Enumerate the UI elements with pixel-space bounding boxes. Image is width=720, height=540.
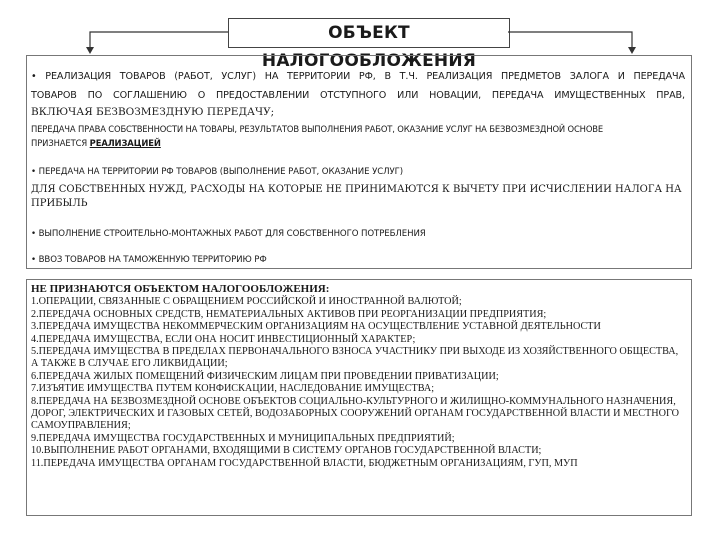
object-item-1-line2: ТОВАРОВ ПО СОГЛАШЕНИЮ О ПРЕДОСТАВЛЕНИИ ОТСТУПНОГО ИЛИ НОВАЦИИ, ПЕРЕДАЧА ИМУЩЕСТВЕННЫХ ПРАВ, — [31, 90, 685, 101]
list-item: 5.ПЕРЕДАЧА ИМУЩЕСТВА В ПРЕДЕЛАХ ПЕРВОНАЧАЛЬНОГО ВЗНОСА УЧАСТНИКУ ПРИ ВЫХОДЕ ИЗ ХОЗЯЙСТВЕННОГО ОБЩЕСТВА, А ТАКЖЕ В СЛУЧАЕ ЕГО ЛИКВИДАЦИИ; — [31, 346, 679, 370]
list-item: 4.ПЕРЕДАЧА ИМУЩЕСТВА, ЕСЛИ ОНА НОСИТ ИНВЕСТИЦИОННЫЙ ХАРАКТЕР; — [31, 333, 416, 345]
list-item: 6.ПЕРЕДАЧА ЖИЛЫХ ПОМЕЩЕНИЙ ФИЗИЧЕСКИМ ЛИЦАМ ПРИ ПРОВЕДЕНИИ ПРИВАТИЗАЦИИ; — [31, 370, 499, 382]
taxable-objects-box — [26, 55, 692, 269]
object-item-1-line1: • РЕАЛИЗАЦИЯ ТОВАРОВ (РАБОТ, УСЛУГ) НА ТЕРРИТОРИИ РФ, В Т.Ч. РЕАЛИЗАЦИЯ ПРЕДМЕТОВ ЗАЛОГА И ПЕРЕДАЧА — [31, 71, 685, 82]
left-arrow-icon — [86, 47, 94, 54]
list-item: 2.ПЕРЕДАЧА ОСНОВНЫХ СРЕДСТВ, НЕМАТЕРИАЛЬНЫХ АКТИВОВ ПРИ РЕОРГАНИЗАЦИИ ПРЕДПРИЯТИЯ; — [31, 308, 547, 320]
page-title: ОБЪЕКТ НАЛОГООБЛОЖЕНИЯ — [228, 18, 510, 48]
object-item-3: • ВЫПОЛНЕНИЕ СТРОИТЕЛЬНО-МОНТАЖНЫХ РАБОТ ДЛЯ СОБСТВЕННОГО ПОТРЕБЛЕНИЯ — [31, 229, 426, 239]
object-item-2-line1: • ПЕРЕДАЧА НА ТЕРРИТОРИИ РФ ТОВАРОВ (ВЫПОЛНЕНИЕ РАБОТ, ОКАЗАНИЕ УСЛУГ) — [31, 167, 404, 177]
list-item: 3.ПЕРЕДАЧА ИМУЩЕСТВА НЕКОММЕРЧЕСКИМ ОРГАНИЗАЦИЯМ НА ОСУЩЕСТВЛЕНИЕ УСТАВНОЙ ДЕЯТЕЛЬНОСТИ — [31, 321, 601, 333]
right-connector-line — [508, 32, 632, 51]
realization-note-line2 — [31, 138, 685, 148]
non-taxable-list — [31, 296, 687, 470]
object-item-1-line3: ВКЛЮЧАЯ БЕЗВОЗМЕЗДНУЮ ПЕРЕДАЧУ; — [31, 106, 275, 118]
realization-note-emphasis: РЕАЛИЗАЦИЕЙ — [89, 138, 161, 148]
object-item-4: • ВВОЗ ТОВАРОВ НА ТАМОЖЕННУЮ ТЕРРИТОРИЮ РФ — [31, 255, 267, 265]
list-item: 9.ПЕРЕДАЧА ИМУЩЕСТВА ГОСУДАРСТВЕННЫХ И МУНИЦИПАЛЬНЫХ ПРЕДПРИЯТИЙ; — [31, 432, 455, 444]
left-connector-line — [90, 32, 228, 51]
list-item: 10.ВЫПОЛНЕНИЕ РАБОТ ОРГАНАМИ, ВХОДЯЩИМИ В СИСТЕМУ ОРГАНОВ ГОСУДАРСТВЕННОЙ ВЛАСТИ; — [31, 445, 542, 457]
list-item: 11.ПЕРЕДАЧА ИМУЩЕСТВА ОРГАНАМ ГОСУДАРСТВЕННОЙ ВЛАСТИ, БЮДЖЕТНЫМ ОРГАНИЗАЦИЯМ, ГУП, МУП — [31, 457, 578, 469]
object-item-2-line2: ДЛЯ СОБСТВЕННЫХ НУЖД, РАСХОДЫ НА КОТОРЫЕ НЕ ПРИНИМАЮТСЯ К ВЫЧЕТУ ПРИ ИСЧИСЛЕНИИ НАЛОГА НА — [31, 184, 682, 195]
non-taxable-objects-box — [26, 279, 692, 516]
list-item: 8.ПЕРЕДАЧА НА БЕЗВОЗМЕЗДНОЙ ОСНОВЕ ОБЪЕКТОВ СОЦИАЛЬНО-КУЛЬТУРНОГО И ЖИЛИЩНО-КОММУНАЛЬНОГО НАЗНАЧЕНИЯ, ДОРОГ, ЭЛЕКТРИЧЕСКИХ И ГАЗОВЫХ СЕТЕЙ, ВОДОЗАБОРНЫХ СООРУЖЕНИЙ ОРГАНАМ ГОСУДАРСТВЕННОЙ ВЛАСТИ И МЕСТНОГО САМОУПРАВЛЕНИЯ; — [31, 395, 679, 432]
list-item: 1.ОПЕРАЦИИ, СВЯЗАННЫЕ С ОБРАЩЕНИЕМ РОССИЙСКОЙ И ИНОСТРАННОЙ ВАЛЮТОЙ; — [31, 296, 462, 308]
realization-note-prefix: ПРИЗНАЕТСЯ — [31, 138, 90, 148]
right-arrow-icon — [628, 47, 636, 54]
non-taxable-heading: НЕ ПРИЗНАЮТСЯ ОБЪЕКТОМ НАЛОГООБЛОЖЕНИЯ: — [31, 283, 330, 295]
list-item: 7.ИЗЪЯТИЕ ИМУЩЕСТВА ПУТЕМ КОНФИСКАЦИИ, НАСЛЕДОВАНИЕ ИМУЩЕСТВА; — [31, 383, 435, 395]
object-item-2-line3: ПРИБЫЛЬ — [31, 198, 88, 209]
realization-note-line1: ПЕРЕДАЧА ПРАВА СОБСТВЕННОСТИ НА ТОВАРЫ, РЕЗУЛЬТАТОВ ВЫПОЛНЕНИЯ РАБОТ, ОКАЗАНИЕ УСЛУГ НА БЕЗВОЗМЕЗДНОЙ ОСНОВЕ — [31, 124, 604, 134]
title-connector — [0, 0, 720, 60]
